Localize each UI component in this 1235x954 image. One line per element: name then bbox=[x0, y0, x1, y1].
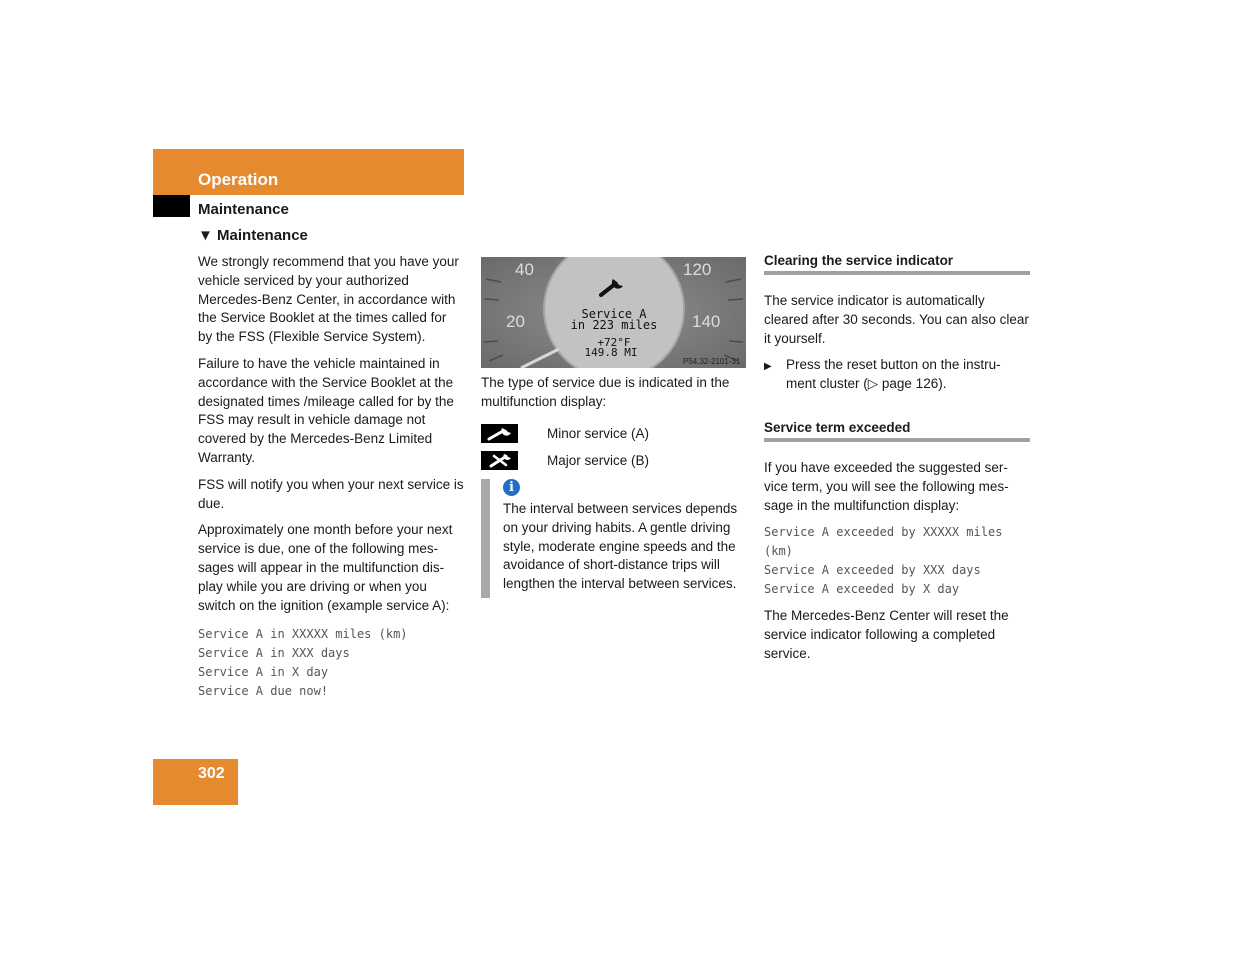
page-number-box bbox=[153, 759, 238, 805]
section-tab bbox=[153, 195, 190, 217]
display-message: Service A due now! bbox=[198, 684, 329, 699]
paragraph: Approximately one month before your next service is due, one of the following mes-sages will appear in the multifunction dis-play while you are driving or when you switch on the ignition (example service A): bbox=[198, 522, 453, 613]
column-3 bbox=[764, 253, 1030, 671]
subsection-title-text: Maintenance bbox=[217, 227, 308, 244]
service-row-minor bbox=[481, 420, 747, 447]
heading-term-exceeded: Service term exceeded bbox=[764, 420, 1030, 442]
bullet-triangle-icon: ▶ bbox=[764, 361, 772, 373]
image-reference: P54.32-2101-31 bbox=[683, 357, 741, 366]
service-label: Major service (B) bbox=[547, 452, 650, 468]
column-1 bbox=[198, 253, 464, 701]
paragraph: We strongly recommend that you have your vehicle serviced by your authorized Mercedes-Benz Center, in accordance with the Service Booklet at the times called for by the FSS (Flexible Service System). bbox=[198, 254, 459, 345]
chapter-title: Operation bbox=[198, 170, 279, 189]
info-icon: i bbox=[503, 479, 520, 496]
paragraph: FSS will notify you when your next service is due. bbox=[198, 476, 464, 511]
temperature-readout: +72°F bbox=[597, 336, 631, 349]
display-message: Service A exceeded by XXXXX miles (km) bbox=[764, 525, 1003, 559]
display-line: Service A bbox=[581, 307, 647, 321]
message-list bbox=[764, 523, 1014, 599]
paragraph: The service indicator is automatically cleared after 30 seconds. You can also clear it yourself. bbox=[764, 293, 1029, 346]
paragraph: The type of service due is indicated in the multifunction display: bbox=[481, 375, 730, 409]
column-2 bbox=[481, 374, 747, 474]
paragraph: The Mercedes-Benz Center will reset the service indicator following a completed service. bbox=[764, 608, 1009, 661]
heading-clearing: Clearing the service indicator bbox=[764, 253, 1030, 275]
message-list bbox=[198, 625, 464, 701]
instrument-cluster-image bbox=[481, 257, 746, 368]
gauge-tick-label: 140 bbox=[692, 312, 721, 331]
subsection-title bbox=[198, 227, 308, 244]
instruction-step bbox=[764, 356, 1030, 394]
display-message: Service A in XXXXX miles (km) bbox=[198, 627, 408, 642]
display-message: Service A exceeded by X day bbox=[764, 582, 960, 597]
display-message: Service A in X day bbox=[198, 665, 329, 680]
double-wrench-icon bbox=[481, 451, 518, 470]
section-title: Maintenance bbox=[198, 201, 289, 218]
info-note bbox=[481, 479, 751, 599]
instruction-text: Press the reset button on the instru-ment cluster (▷ page 126). bbox=[786, 357, 1001, 392]
paragraph: Failure to have the vehicle maintained in accordance with the Service Booklet at the designated times /mileage called for by the FSS may result in vehicle damage not covered by the Mercedes-Benz Limited Warranty. bbox=[198, 355, 454, 465]
paragraph: If you have exceeded the suggested ser-vice term, you will see the following mes-sage in the multifunction display: bbox=[764, 459, 1009, 513]
odometer-readout: 149.8 MI bbox=[584, 346, 638, 359]
display-line: in 223 miles bbox=[570, 318, 658, 332]
gauge-tick-label: 40 bbox=[515, 260, 534, 279]
gauge-tick-label: 120 bbox=[683, 260, 712, 279]
info-text: The interval between services depends on your driving habits. A gentle driving style, moderate engine speeds and the avoidance of short-distance trips will lengthen the interval between services. bbox=[503, 501, 738, 592]
triangle-down-icon: ▼ bbox=[198, 227, 213, 244]
gauge-tick-label: 20 bbox=[506, 312, 525, 331]
service-row-major bbox=[481, 447, 747, 474]
service-label: Minor service (A) bbox=[547, 425, 650, 441]
display-message: Service A in XXX days bbox=[198, 646, 350, 661]
page-number: 302 bbox=[198, 765, 225, 782]
wrench-icon bbox=[481, 424, 518, 443]
display-message: Service A exceeded by XXX days bbox=[764, 563, 981, 578]
info-bar bbox=[481, 479, 490, 598]
